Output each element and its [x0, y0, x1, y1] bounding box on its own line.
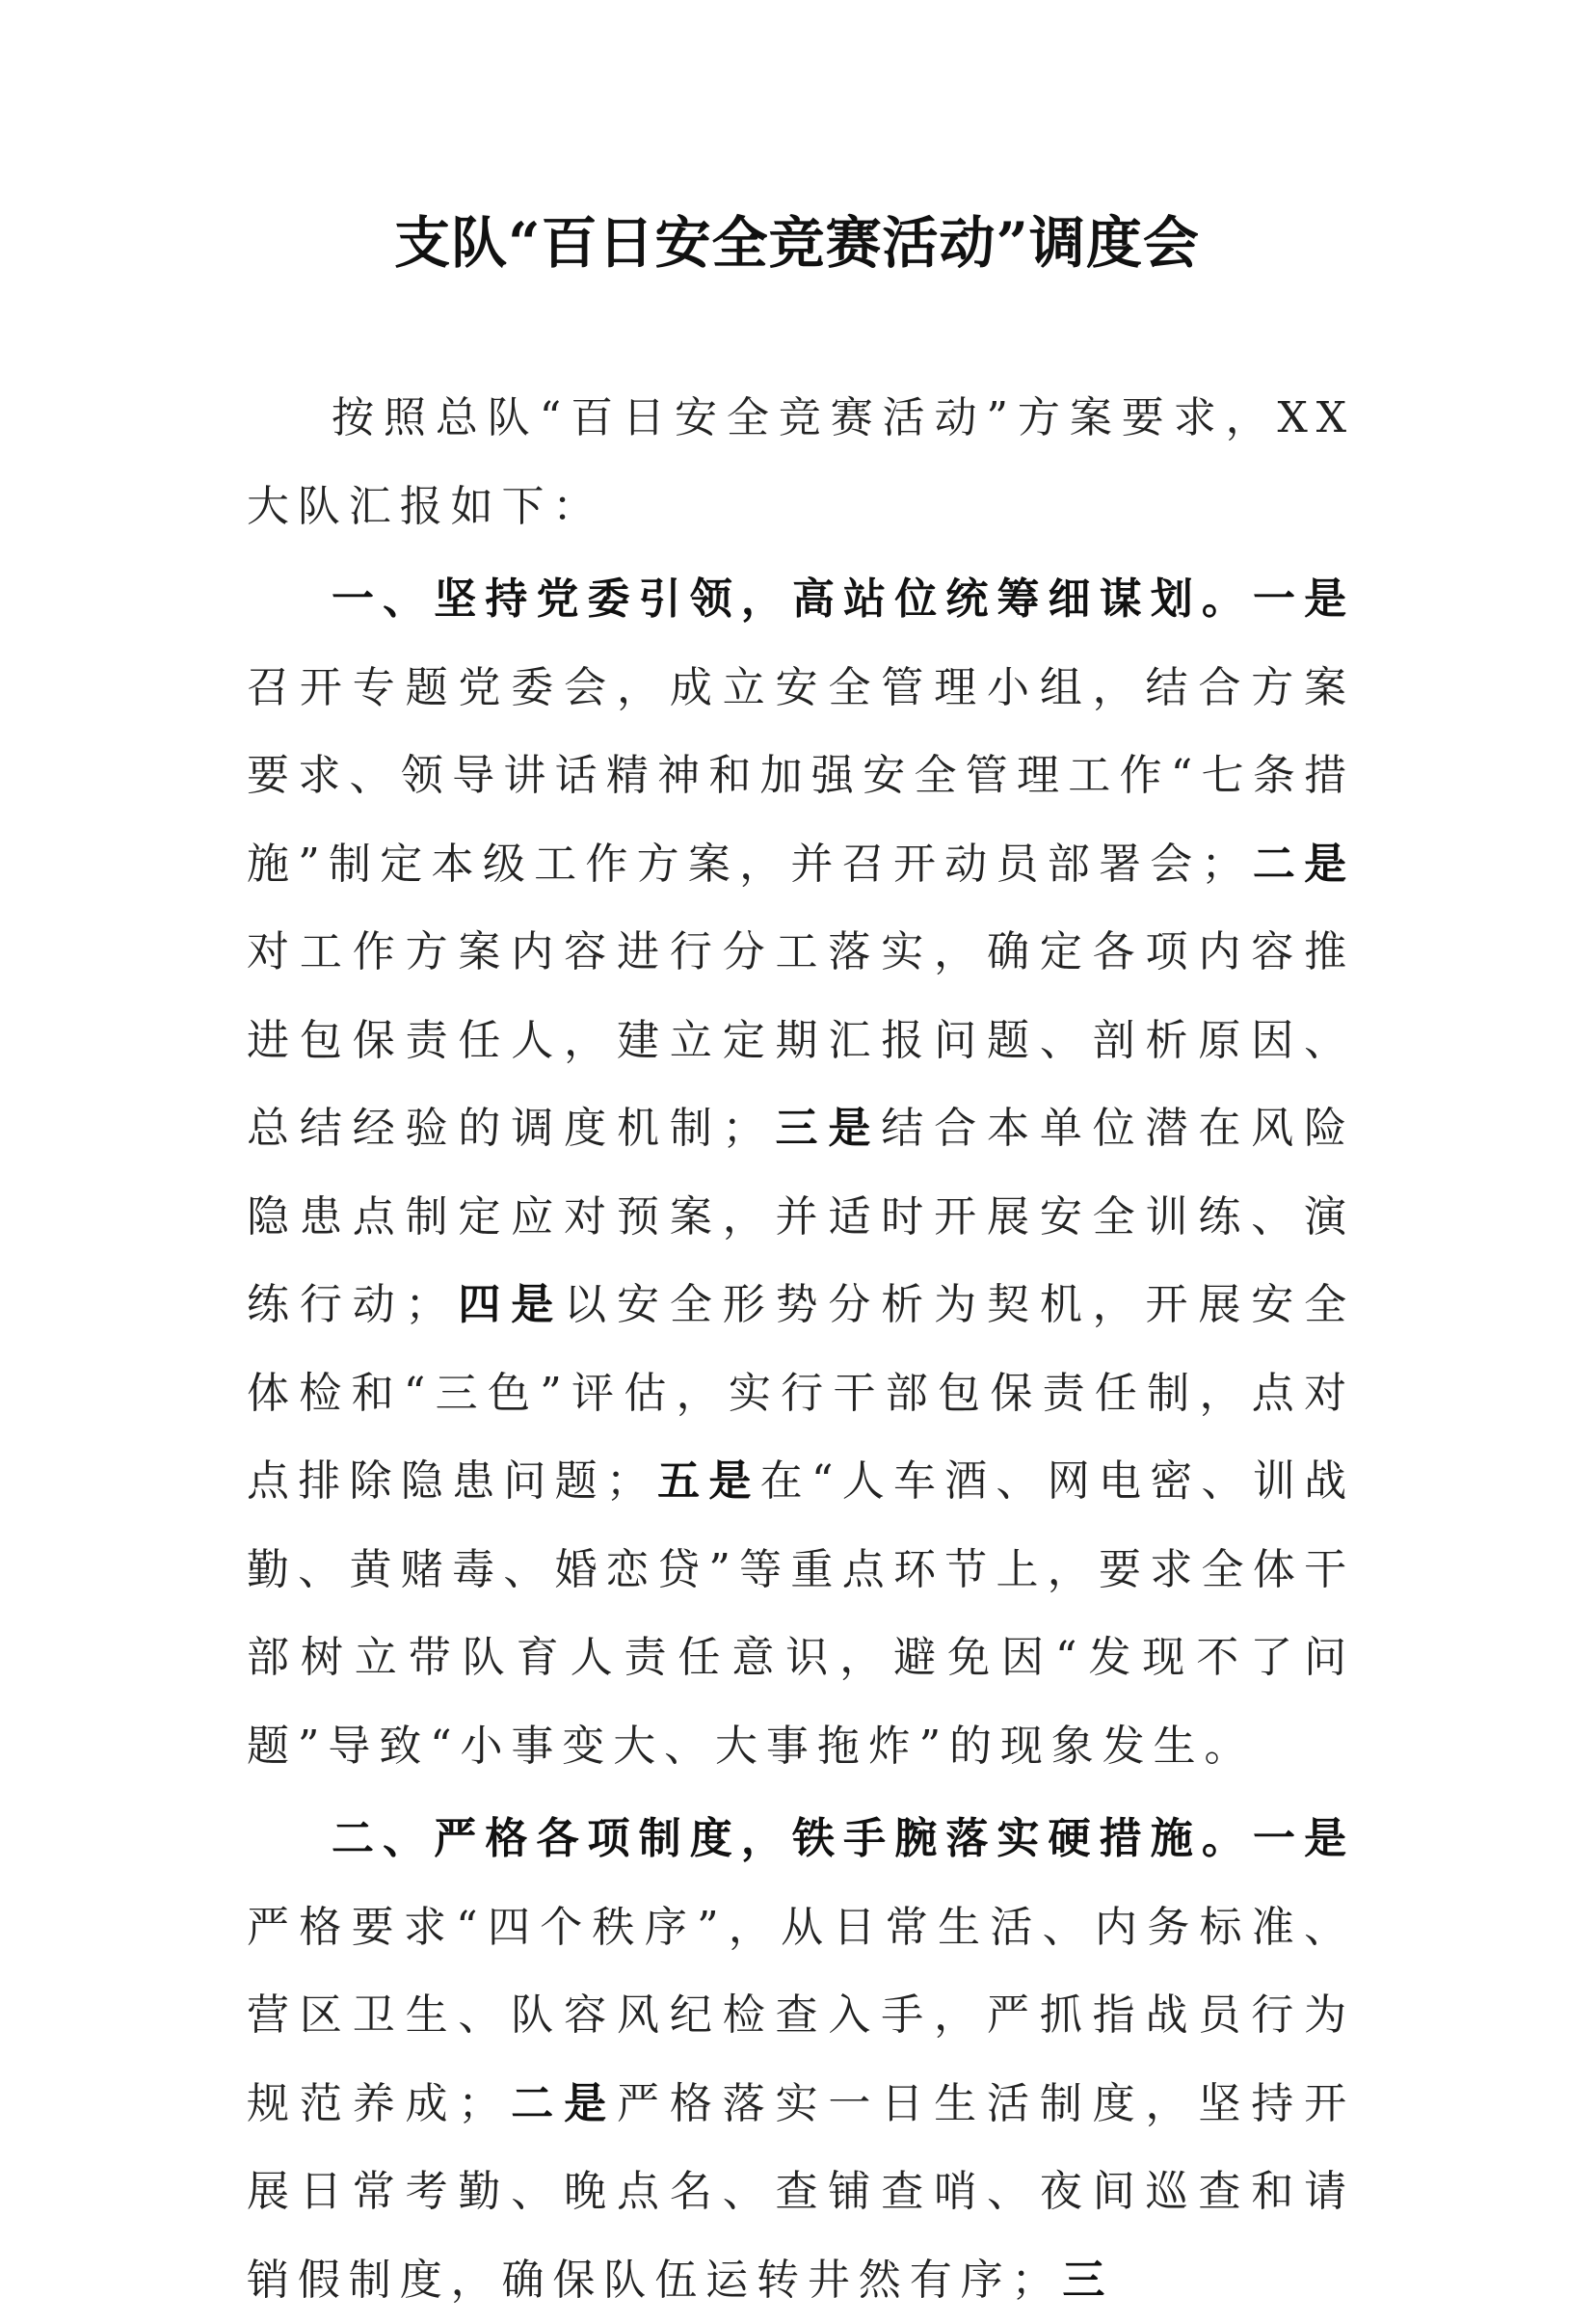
section2-item-text: 严格要求“四个秩序”，从日常生活、内务标准、营区卫生、队容风纪检查入手，严抓指战员行为规范养成； [247, 1902, 1355, 2128]
section2-item-text: 严格落实一日生活制度，坚持开展日常考勤、晚点名、查铺查哨、夜间巡查和请销假制度，确保队伍运转井然有序； [247, 2078, 1355, 2305]
section1-item-text: 在“人车酒、网电密、训战勤、黄赌毒、婚恋贷”等重点环节上，要求全体干部树立带队育人责任意识，避免因“发现不了问题”导致“小事变大、大事拖炸”的现象发生。 [247, 1456, 1355, 1771]
intro-text: 按照总队“百日安全竞赛活动”方案要求，XX大队汇报如下： [247, 393, 1355, 531]
section1-item-label: 一是 [1252, 574, 1355, 624]
section1-heading: 一、坚持党委引领，高站位统筹细谋划。 [332, 574, 1253, 624]
document-body [247, 374, 1355, 2324]
section2-item-label: 三 [1062, 2255, 1114, 2305]
section1-item-text: 召开专题党委会，成立安全管理小组，结合方案要求、领导讲话精神和加强安全管理工作“七条措施”制定本级工作方案，并召开动员部署会； [247, 662, 1355, 889]
section1-item-text: 结合本单位潜在风险隐患点制定应对预案，并适时开展安全训练、演练行动； [247, 1104, 1355, 1329]
section2-paragraph [247, 1795, 1355, 2324]
section1-item-text: 以安全形势分析为契机，开展安全体检和“三色”评估，实行干部包保责任制，点对点排除隐患问题； [247, 1280, 1355, 1506]
section1-item-label: 五是 [656, 1456, 760, 1506]
section2-item-label: 二是 [509, 2078, 617, 2128]
document-title: 支队“百日安全竞赛活动”调度会 [394, 210, 1200, 276]
section1-paragraph [247, 555, 1355, 1790]
section1-item-label: 二是 [1252, 839, 1355, 889]
section1-item-label: 四是 [456, 1280, 565, 1329]
section2-heading: 二、严格各项制度，铁手腕落实硬措施。 [332, 1814, 1253, 1863]
intro-paragraph [247, 374, 1355, 550]
section1-item-label: 三是 [773, 1104, 882, 1153]
section2-item-label: 一是 [1252, 1814, 1355, 1863]
section1-item-text: 对工作方案内容进行分工落实，确定各项内容推进包保责任人，建立定期汇报问题、剖析原因、总结经验的调度机制； [247, 927, 1355, 1153]
